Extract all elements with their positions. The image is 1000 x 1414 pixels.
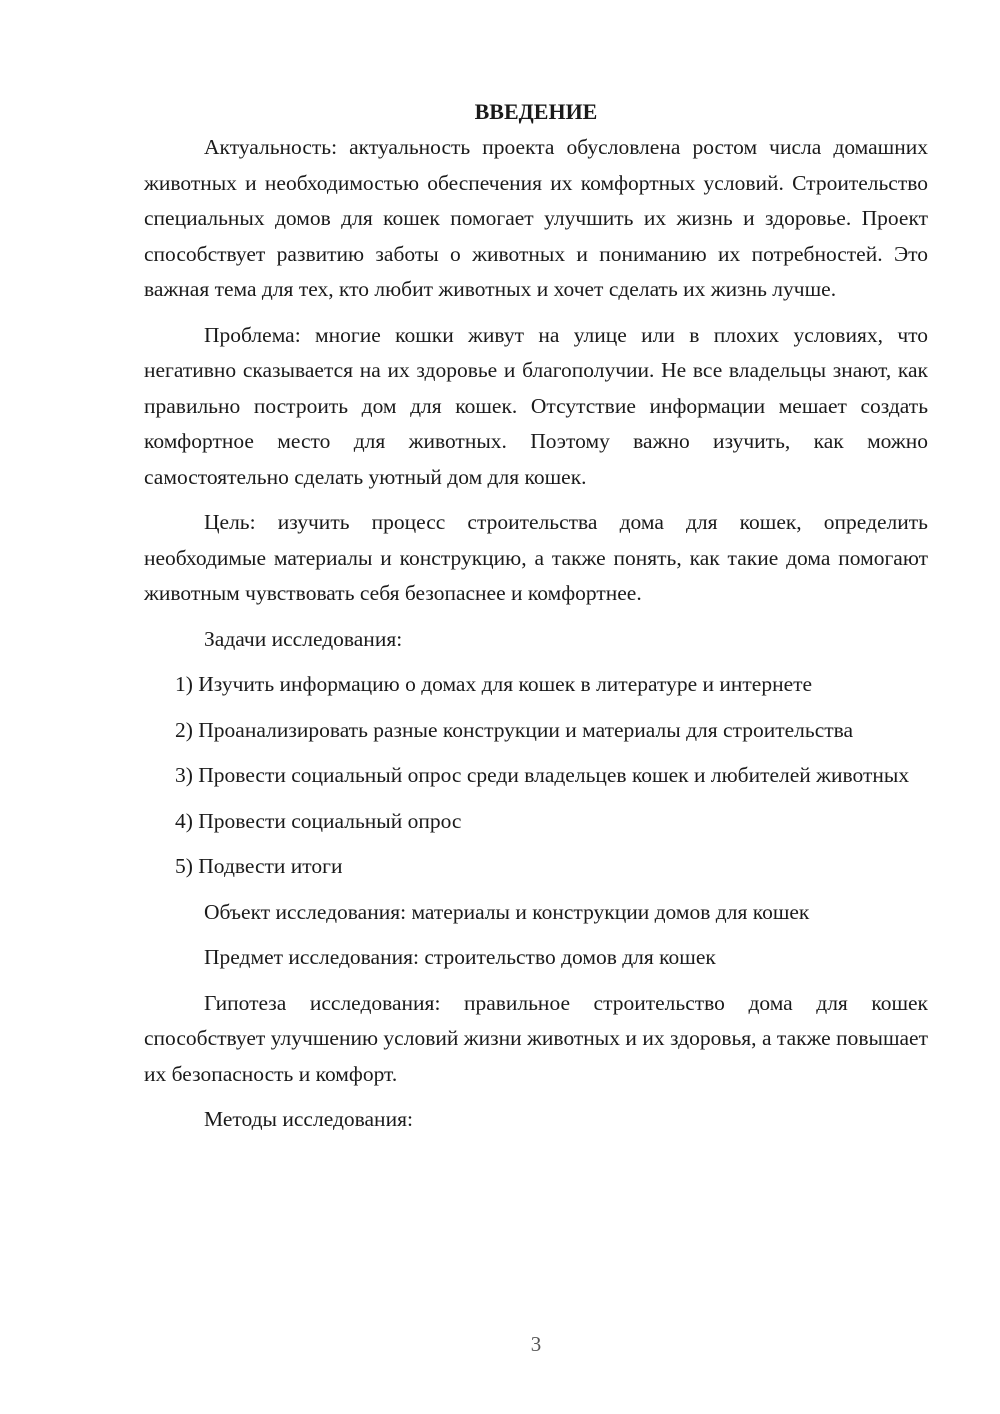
paragraph-hypothesis: Гипотеза исследования: правильное строительство дома для кошек способствует улучшению условий жизни животных и их здоровья, а также повышает их безопасность и комфорт. (144, 990, 928, 1086)
tasks-heading: Задачи исследования: (204, 626, 403, 651)
paragraph-subject: Предмет исследования: строительство домов для кошек (204, 945, 716, 969)
page-title: ВВЕДЕНИЕ (474, 99, 598, 124)
task-item-5: 5) Подвести итоги (175, 854, 343, 878)
task-item-4: 4) Провести социальный опрос (175, 808, 462, 833)
paragraph-problem: Проблема: многие кошки живут на улице или в плохих условиях, что негативно сказывается на их здоровье и благополучии. Не все владельцы знают, как правильно построить дом для кошек. Отсутствие информации мешает создать комфортное место для животных. Поэтому важно изучить, как можно самостоятельно сделать уютный дом для кошек. (144, 322, 928, 489)
task-item-1: 1) Изучить информацию о домах для кошек в литературе и интернете (175, 672, 813, 696)
task-item-3: 3) Провести социальный опрос среди владельцев кошек и любителей животных (175, 763, 910, 787)
task-item-2: 2) Проанализировать разные конструкции и материалы для строительства (175, 717, 854, 742)
paragraph-object: Объект исследования: материалы и конструкции домов для кошек (204, 899, 810, 924)
paragraph-relevance: Актуальность: актуальность проекта обусловлена ростом числа домашних животных и необходимостью обеспечения их комфортных условий. Строительство специальных домов для кошек помогает улучшить их жизнь и здоровье. Проект способствует развитию заботы о животных и пониманию их потребностей. Это важная тема для тех, кто любит животных и хочет сделать их жизнь лучше. (144, 135, 928, 301)
paragraph-methods: Методы исследования: (204, 1107, 413, 1131)
page-number: 3 (530, 1332, 542, 1356)
paragraph-goal: Цель: изучить процесс строительства дома для кошек, определить необходимые материалы и конструкцию, а также понять, как такие дома помогают животным чувствовать себя безопаснее и комфортнее. (144, 510, 928, 605)
document-page (144, 95, 928, 1148)
